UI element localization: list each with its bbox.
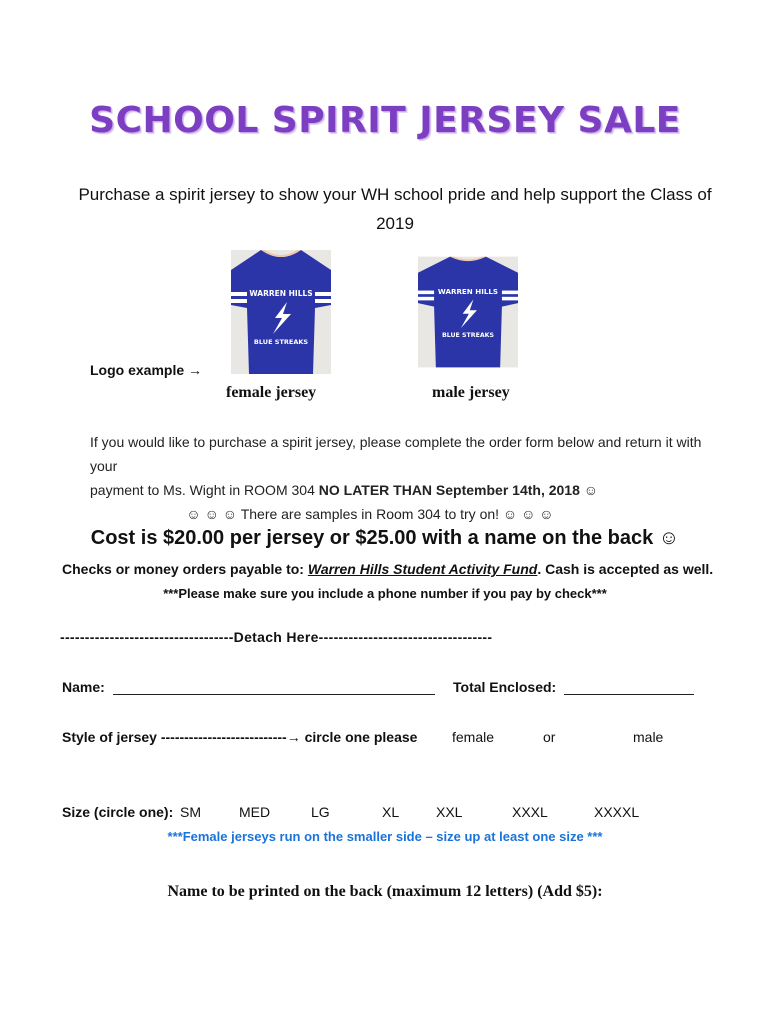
- page-title: SCHOOL SPIRIT JERSEY SALE: [89, 100, 681, 141]
- order-instructions: [90, 430, 710, 526]
- style-option-or: or: [543, 729, 556, 745]
- total-field[interactable]: [564, 680, 694, 695]
- logo-example-label: Logo example →: [90, 362, 203, 378]
- cost-heading: Cost is $20.00 per jersey or $25.00 with a name on the back ☺: [90, 527, 680, 549]
- size-option-xxl[interactable]: XXL: [436, 804, 463, 820]
- style-option-male[interactable]: male: [633, 729, 664, 745]
- total-label: Total Enclosed:: [453, 679, 557, 695]
- female-jersey-caption: female jersey: [226, 384, 317, 401]
- female-jersey-image: [231, 250, 331, 379]
- name-field[interactable]: [113, 680, 435, 695]
- total-row: [453, 679, 694, 695]
- name-on-back-label: Name to be printed on the back (maximum 12 letters) (Add $5):: [167, 883, 603, 900]
- detach-line: -----------------------------------Detach Here-----------------------------------: [60, 629, 493, 645]
- name-row: [62, 679, 435, 695]
- male-jersey-caption: male jersey: [432, 384, 510, 401]
- samples-note: ☺ ☺ ☺ There are samples in Room 304 to try on! ☺ ☺ ☺: [186, 506, 554, 522]
- phone-note: ***Please make sure you include a phone number if you pay by check***: [163, 586, 607, 601]
- svg-text:WARREN HILLS: WARREN HILLS: [437, 287, 499, 297]
- size-option-lg[interactable]: LG: [311, 804, 330, 820]
- style-label: Style of jersey ---------------------------→ circle one please: [62, 729, 418, 745]
- svg-text:BLUE STREAKS: BLUE STREAKS: [441, 332, 495, 339]
- size-option-med[interactable]: MED: [239, 804, 271, 820]
- size-label: Size (circle one):: [62, 804, 174, 820]
- size-option-xxxxl[interactable]: XXXXL: [594, 804, 640, 820]
- svg-text:BLUE STREAKS: BLUE STREAKS: [253, 338, 309, 346]
- style-option-female[interactable]: female: [452, 729, 495, 745]
- size-option-sm[interactable]: SM: [180, 804, 201, 820]
- order-line-1: If you would like to purchase a spirit jersey, please complete the order form below and return it with your: [90, 434, 702, 474]
- checks-line: Checks or money orders payable to: Warren Hills Student Activity Fund. Cash is accepted as well.: [62, 561, 714, 577]
- size-note: ***Female jerseys run on the smaller side – size up at least one size ***: [167, 829, 603, 844]
- male-jersey-image: [418, 250, 518, 379]
- svg-text:WARREN HILLS: WARREN HILLS: [249, 289, 313, 298]
- deadline-text: NO LATER THAN September 14th, 2018: [318, 482, 580, 498]
- name-label: Name:: [62, 679, 105, 695]
- order-line-2: payment to Ms. Wight in ROOM 304 NO LATER THAN September 14th, 2018 ☺: [90, 482, 599, 498]
- size-option-xl[interactable]: XL: [382, 804, 400, 820]
- size-option-xxxl[interactable]: XXXL: [512, 804, 548, 820]
- intro-text: Purchase a spirit jersey to show your WH school pride and help support the Class of 2019: [78, 185, 712, 233]
- payee-name: Warren Hills Student Activity Fund: [307, 561, 538, 577]
